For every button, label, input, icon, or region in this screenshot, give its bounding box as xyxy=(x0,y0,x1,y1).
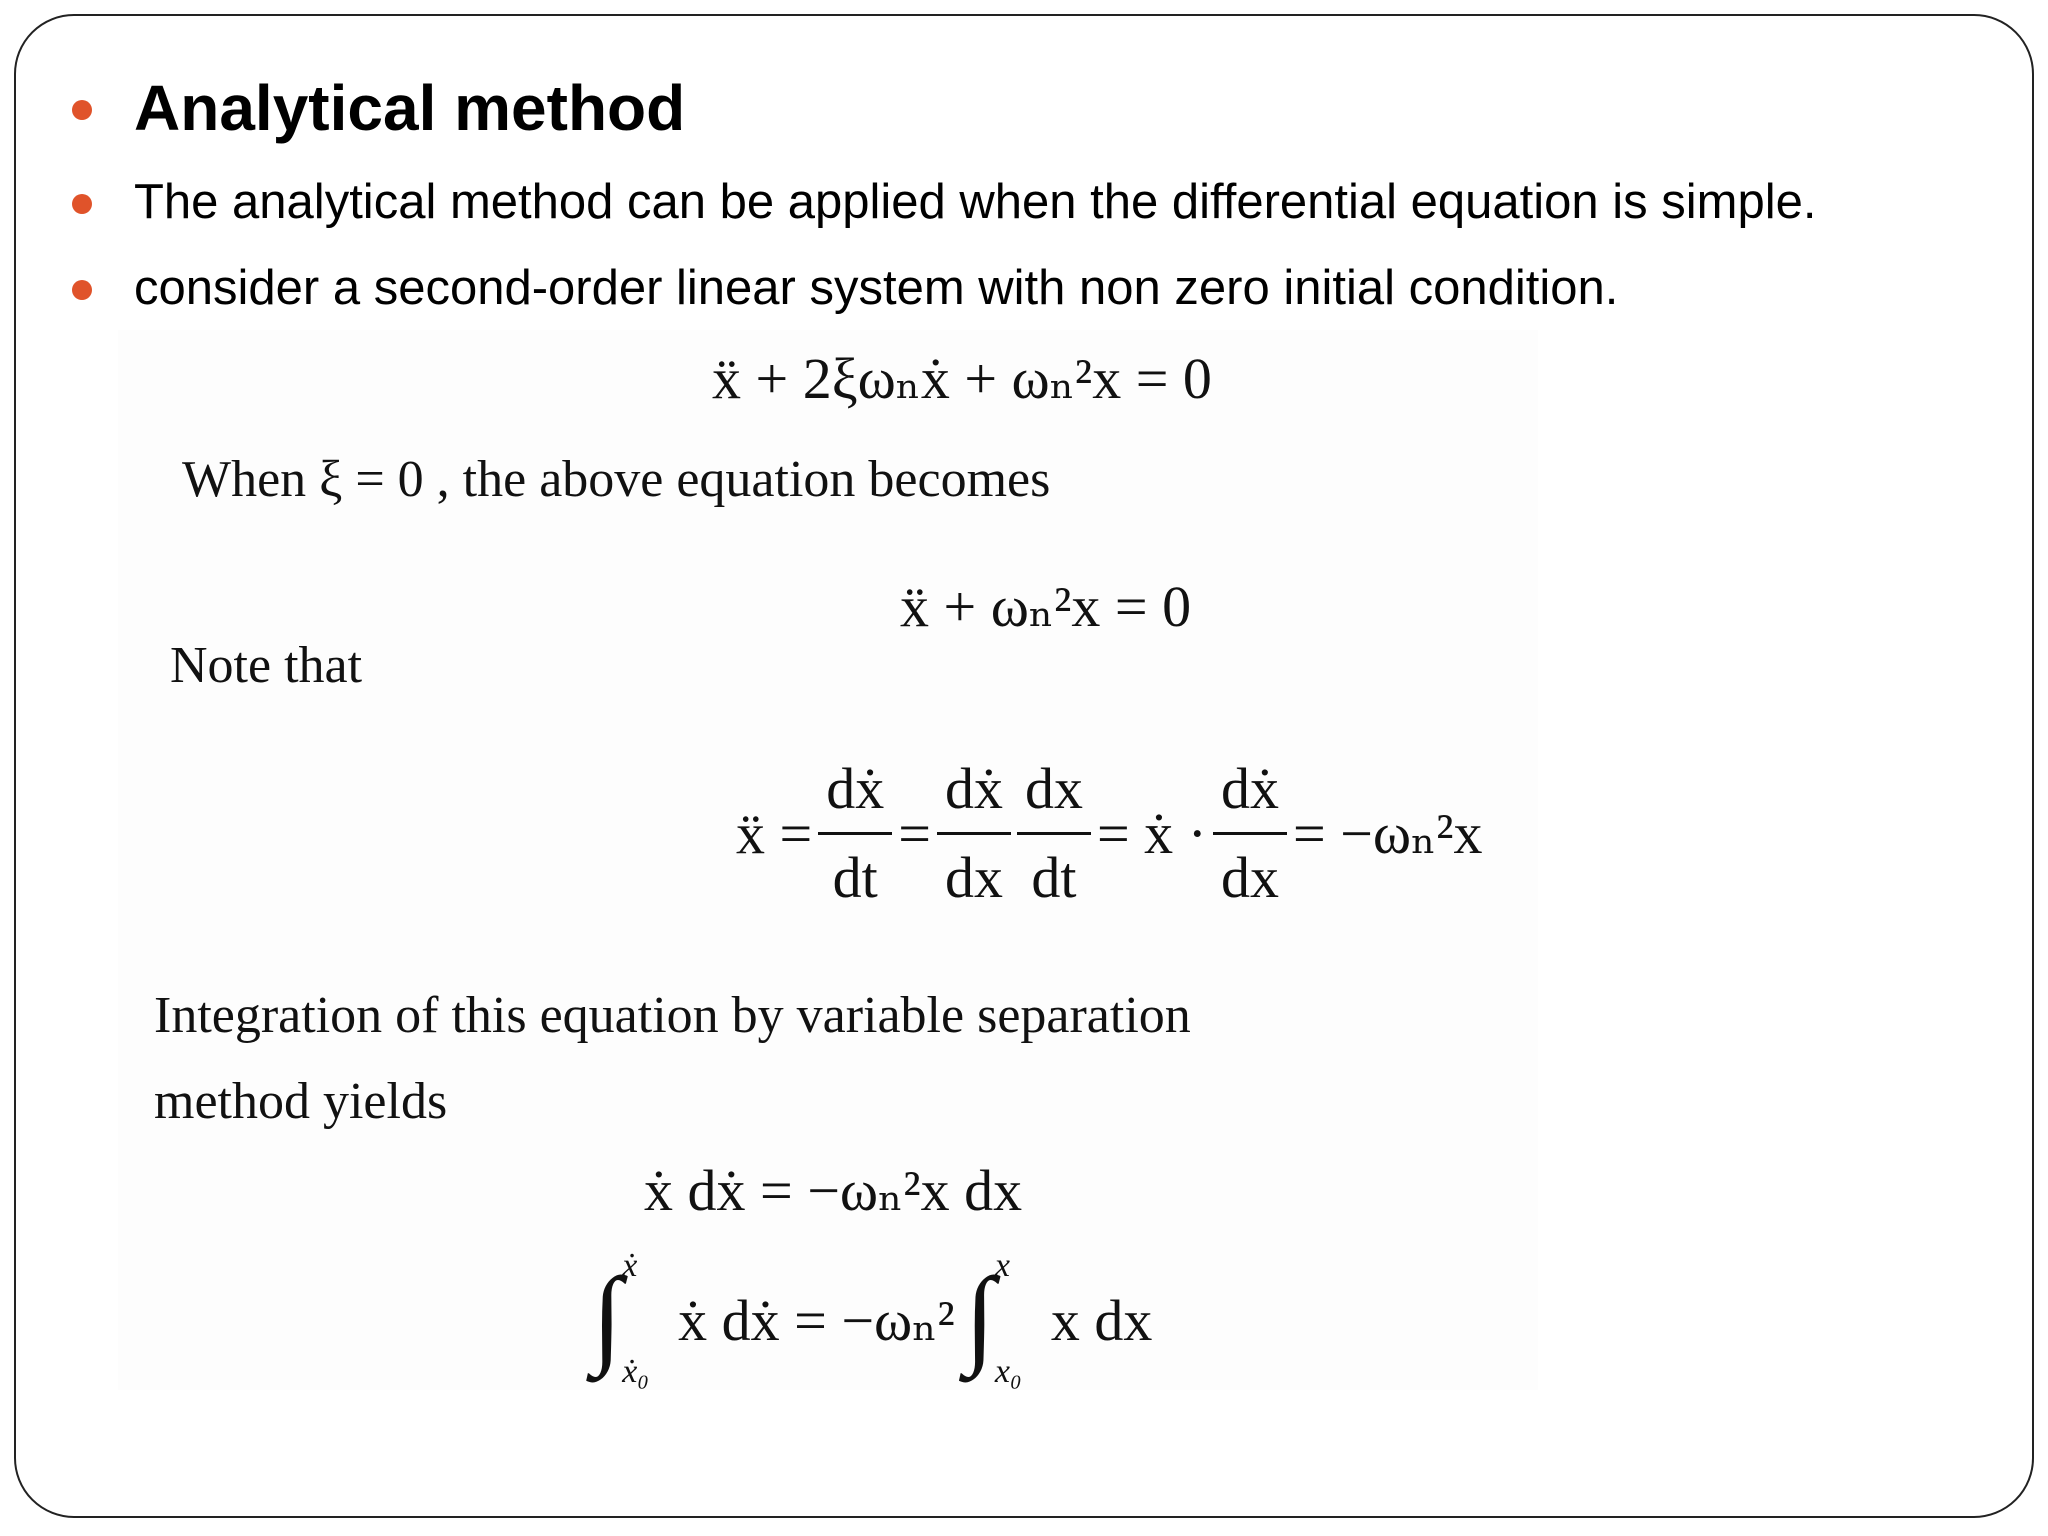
fraction-denominator: dt xyxy=(832,844,878,910)
fraction-denominator: dx xyxy=(944,844,1003,910)
eq3-rhs: = −ωₙ²x xyxy=(1292,801,1483,866)
fraction-denominator: dx xyxy=(1220,844,1279,910)
eq5-middle: ẋ dẋ = −ωₙ² xyxy=(678,1288,955,1353)
lower-limit: x₀ xyxy=(994,1353,1022,1390)
upper-limit: ẋ xyxy=(622,1247,638,1284)
equation-5 xyxy=(592,1247,1153,1390)
fraction-numerator: dẋ xyxy=(1213,754,1287,835)
fraction xyxy=(1017,754,1091,913)
eq5-tail: x dx xyxy=(1050,1287,1153,1353)
integral-sign-icon: ∫ xyxy=(592,1254,623,1377)
integral-limits xyxy=(994,1247,1051,1390)
upper-limit: x xyxy=(994,1247,1010,1284)
integral-limits xyxy=(622,1247,678,1390)
bullet-dot-icon xyxy=(72,100,92,120)
bullet-text: consider a second-order linear system with non zero initial condition. xyxy=(134,261,1619,315)
fraction-denominator: dt xyxy=(1031,844,1077,910)
equation-3 xyxy=(736,748,1483,918)
bullet-dot-icon xyxy=(72,280,92,300)
eq3-equals: = xyxy=(898,800,931,866)
integral-sign-icon: ∫ xyxy=(964,1254,995,1377)
fraction-numerator: dẋ xyxy=(818,754,892,835)
fraction xyxy=(1213,754,1287,913)
eq3-middle: = ẋ · xyxy=(1096,800,1207,866)
equation-2: ẍ + ωₙ²x = 0 xyxy=(900,574,1192,639)
equation-4: ẋ dẋ = −ωₙ²x dx xyxy=(644,1158,1023,1223)
bullet-list xyxy=(0,0,2048,330)
integration-text-line-1: Integration of this equation by variable separation xyxy=(154,987,1191,1044)
when-text: When ξ = 0 , the above equation becomes xyxy=(182,451,1051,508)
fraction xyxy=(937,754,1011,913)
bullet-text: The analytical method can be applied when the differential equation is simple. xyxy=(134,175,1817,229)
bullet-dot-icon xyxy=(72,194,92,214)
heading-text: Analytical method xyxy=(134,72,686,144)
fraction xyxy=(818,754,892,913)
fraction-numerator: dx xyxy=(1017,754,1091,835)
equation-1: ẍ + 2ξωₙẋ + ωₙ²x = 0 xyxy=(712,346,1212,411)
fraction-numerator: dẋ xyxy=(937,754,1011,835)
integration-text-line-2: method yields xyxy=(154,1073,448,1130)
lower-limit: ẋ₀ xyxy=(622,1353,650,1390)
note-text: Note that xyxy=(170,637,363,694)
eq3-lhs: ẍ = xyxy=(736,800,813,866)
